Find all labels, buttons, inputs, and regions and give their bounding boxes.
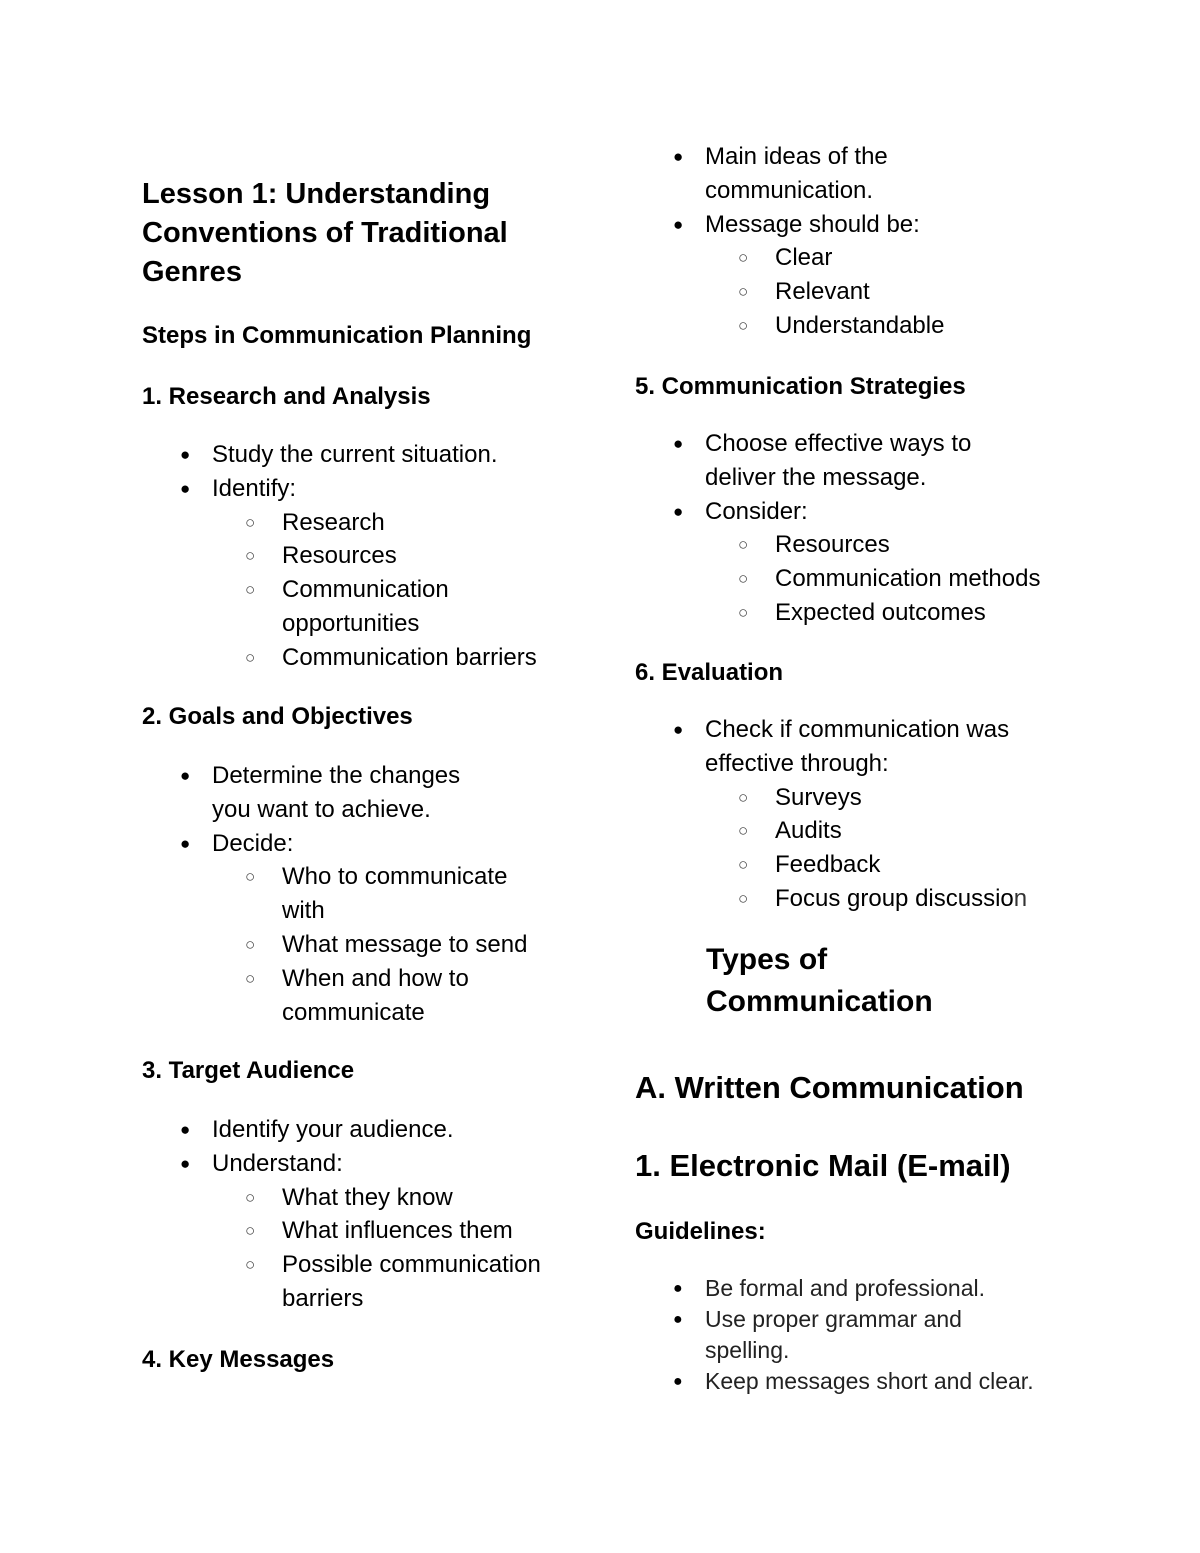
- hollow-bullet-icon: ○: [738, 888, 749, 908]
- hollow-bullet-icon: ○: [245, 1221, 256, 1241]
- bullet-icon: ●: [180, 445, 191, 464]
- step-4-list: [635, 140, 1105, 343]
- bullet-icon: ●: [180, 1120, 191, 1139]
- sub-list-item: ○ What message to send: [142, 928, 582, 962]
- bullet-icon: ●: [673, 720, 684, 739]
- list-item: ● Main ideas of the communication.: [635, 140, 945, 208]
- hollow-bullet-icon: ○: [245, 968, 256, 988]
- hollow-bullet-icon: ○: [738, 315, 749, 335]
- sub-list-item: ○ Who to communicate with: [142, 860, 527, 928]
- list-item: ● Decide:: [142, 827, 582, 861]
- hollow-bullet-icon: ○: [738, 535, 749, 555]
- sub-list-item: ○ Resources: [635, 528, 1105, 562]
- hollow-bullet-icon: ○: [738, 602, 749, 622]
- list-item: ● Determine the changes you want to achieve.: [142, 759, 472, 827]
- step-2-list: [142, 759, 582, 1029]
- hollow-bullet-icon: ○: [738, 282, 749, 302]
- hollow-bullet-icon: ○: [245, 1187, 256, 1207]
- list-item: ● Choose effective ways to deliver the message.: [635, 427, 1015, 495]
- guidelines-heading: Guidelines:: [635, 1218, 766, 1245]
- sub-list-item: ○ Feedback: [635, 848, 1105, 882]
- bullet-icon: ●: [180, 766, 191, 785]
- list-item: ● Study the current situation.: [142, 438, 582, 472]
- sub-list-item: ○ When and how to communicate: [142, 962, 492, 1030]
- hollow-bullet-icon: ○: [245, 647, 256, 667]
- sub-list-item: ○ Surveys: [635, 781, 1105, 815]
- types-heading: Types of Communication: [706, 943, 933, 1018]
- bullet-icon: ●: [673, 434, 684, 453]
- hollow-bullet-icon: ○: [738, 821, 749, 841]
- bullet-icon: ●: [673, 214, 684, 234]
- hollow-bullet-icon: ○: [738, 569, 749, 589]
- step-5-heading: 5. Communication Strategies: [635, 373, 966, 400]
- step-6-heading: 6. Evaluation: [635, 659, 784, 686]
- step-3-heading: 3. Target Audience: [142, 1057, 355, 1084]
- bullet-icon: ●: [673, 1373, 683, 1390]
- step-3-list: [142, 1113, 582, 1316]
- sub-list-item: ○ Possible communication barriers: [142, 1248, 567, 1316]
- guidelines-list: [635, 1273, 1105, 1397]
- bullet-icon: ●: [180, 1153, 191, 1173]
- bullet-icon: ●: [673, 1311, 683, 1328]
- sub-list-item: ○ Expected outcomes: [635, 596, 1105, 630]
- sub-list-item: ○ Relevant: [635, 275, 1105, 309]
- sub-list-item: ○ Communication barriers: [142, 641, 582, 675]
- list-item: ● Check if communication was effective through:: [635, 713, 1050, 781]
- hollow-bullet-icon: ○: [245, 512, 256, 532]
- sub-list-item: ○ Communication methods: [635, 562, 1105, 596]
- list-item: ● Identify:: [142, 472, 582, 506]
- sub-list-item: ○ Focus group discussion: [635, 882, 1105, 916]
- email-heading: 1. Electronic Mail (E-mail): [635, 1148, 1011, 1183]
- list-item: ● Message should be:: [635, 208, 1105, 242]
- bullet-icon: ●: [180, 478, 191, 498]
- hollow-bullet-icon: ○: [245, 580, 256, 600]
- sub-list-item: ○ What influences them: [142, 1214, 582, 1248]
- step-2-heading: 2. Goals and Objectives: [142, 703, 413, 730]
- sub-list-item: ○ Resources: [142, 539, 582, 573]
- sub-list-item: ○ Research: [142, 506, 582, 540]
- bullet-icon: ●: [673, 501, 684, 521]
- hollow-bullet-icon: ○: [245, 546, 256, 566]
- step-4-heading: 4. Key Messages: [142, 1346, 335, 1373]
- sub-list-item: ○ Understandable: [635, 309, 1105, 343]
- hollow-bullet-icon: ○: [738, 787, 749, 807]
- step-1-list: [142, 438, 582, 675]
- hollow-bullet-icon: ○: [738, 248, 749, 268]
- list-item: ● Keep messages short and clear.: [635, 1366, 1105, 1397]
- steps-heading: Steps in Communication Planning: [142, 322, 532, 349]
- list-item: ● Use proper grammar and spelling.: [673, 1306, 962, 1363]
- list-item: ● Consider:: [635, 495, 1105, 529]
- sub-list-item: ○ Audits: [635, 814, 1105, 848]
- bullet-icon: ●: [673, 147, 684, 166]
- hollow-bullet-icon: ○: [245, 867, 256, 887]
- sub-list-item: ○ What they know: [142, 1181, 582, 1215]
- sub-list-item: ○ Communication opportunities: [142, 573, 482, 641]
- list-item: ● Be formal and professional.: [635, 1273, 1105, 1304]
- bullet-icon: ●: [673, 1280, 683, 1297]
- hollow-bullet-icon: ○: [245, 934, 256, 954]
- hollow-bullet-icon: ○: [245, 1255, 256, 1275]
- step-6-list: [635, 713, 1105, 916]
- list-item: ● Understand:: [142, 1147, 582, 1181]
- written-communication-heading: A. Written Communication: [635, 1070, 1024, 1105]
- sub-list-item: ○ Clear: [635, 241, 1105, 275]
- bullet-icon: ●: [180, 833, 191, 853]
- step-1-heading: 1. Research and Analysis: [142, 383, 431, 410]
- hollow-bullet-icon: ○: [738, 855, 749, 875]
- step-5-list: [635, 427, 1105, 630]
- lesson-title: Lesson 1: Understanding Conventions of Traditional Genres: [142, 178, 508, 288]
- list-item: ● Identify your audience.: [142, 1113, 582, 1147]
